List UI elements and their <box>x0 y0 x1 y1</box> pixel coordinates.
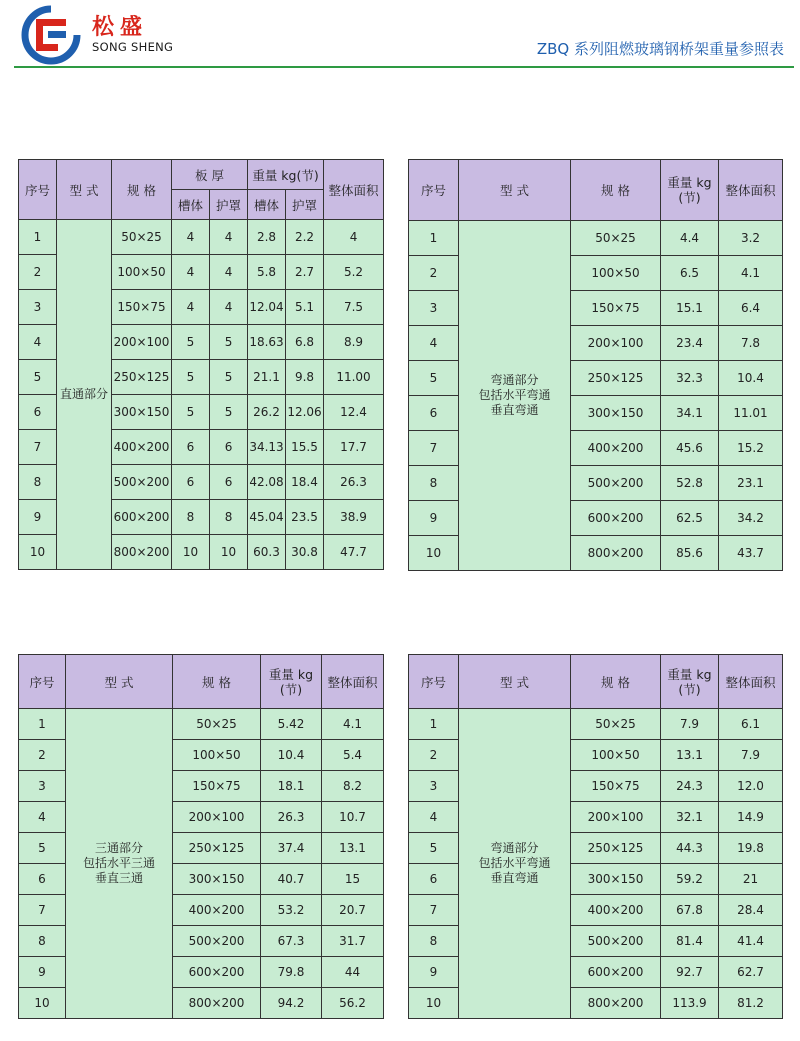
seq-cell: 3 <box>409 771 459 802</box>
weight-cell: 10.4 <box>261 740 322 771</box>
thickness-trough-cell: 5 <box>172 360 210 395</box>
weight-trough-cell: 45.04 <box>248 500 286 535</box>
thickness-trough-cell: 4 <box>172 220 210 255</box>
seq-cell: 3 <box>19 771 66 802</box>
col-header-thickness-cover: 护罩 <box>210 190 248 220</box>
thickness-cover-cell: 10 <box>210 535 248 570</box>
spec-cell: 50×25 <box>112 220 172 255</box>
area-cell: 12.0 <box>719 771 783 802</box>
weight-cell: 34.1 <box>661 396 719 431</box>
area-cell: 11.00 <box>324 360 384 395</box>
weight-cell: 23.4 <box>661 326 719 361</box>
type-cell <box>66 709 173 1019</box>
table-row <box>409 709 783 740</box>
area-cell: 4 <box>324 220 384 255</box>
weight-header-line2: (节) <box>279 681 303 697</box>
spec-cell: 400×200 <box>571 431 661 466</box>
area-cell: 10.4 <box>719 361 783 396</box>
area-cell: 7.5 <box>324 290 384 325</box>
type-line: 弯通部分 <box>490 373 539 387</box>
type-line: 包括水平三通 <box>82 856 155 870</box>
area-cell: 62.7 <box>719 957 783 988</box>
area-cell: 31.7 <box>322 926 384 957</box>
area-cell: 8.9 <box>324 325 384 360</box>
seq-cell: 8 <box>409 926 459 957</box>
thickness-cover-cell: 4 <box>210 220 248 255</box>
seq-cell: 4 <box>409 802 459 833</box>
weight-header-line2: (节) <box>678 681 701 697</box>
weight-trough-cell: 18.63 <box>248 325 286 360</box>
header-divider <box>14 66 794 68</box>
weight-cell: 5.42 <box>261 709 322 740</box>
col-header-weight <box>661 655 719 709</box>
table-row <box>409 221 783 256</box>
seq-cell: 7 <box>19 895 66 926</box>
spec-cell: 200×100 <box>112 325 172 360</box>
thickness-cover-cell: 5 <box>210 395 248 430</box>
spec-cell: 300×150 <box>571 864 661 895</box>
weight-cell: 113.9 <box>661 988 719 1019</box>
area-cell: 19.8 <box>719 833 783 864</box>
weight-cell: 7.9 <box>661 709 719 740</box>
area-cell: 10.7 <box>322 802 384 833</box>
weight-cell: 24.3 <box>661 771 719 802</box>
weight-cover-cell: 5.1 <box>286 290 324 325</box>
col-header-type: 型 式 <box>57 160 112 220</box>
table-row <box>19 709 384 740</box>
thickness-cover-cell: 6 <box>210 430 248 465</box>
thickness-trough-cell: 5 <box>172 325 210 360</box>
area-cell: 43.7 <box>719 536 783 571</box>
weight-cell: 94.2 <box>261 988 322 1019</box>
col-header-thickness-trough: 槽体 <box>172 190 210 220</box>
weight-cover-cell: 9.8 <box>286 360 324 395</box>
col-header-seq: 序号 <box>19 655 66 709</box>
weight-trough-cell: 34.13 <box>248 430 286 465</box>
area-cell: 4.1 <box>322 709 384 740</box>
spec-cell: 500×200 <box>173 926 261 957</box>
weight-cell: 92.7 <box>661 957 719 988</box>
weight-cell: 18.1 <box>261 771 322 802</box>
weight-cell: 37.4 <box>261 833 322 864</box>
thickness-trough-cell: 8 <box>172 500 210 535</box>
spec-cell: 100×50 <box>173 740 261 771</box>
seq-cell: 1 <box>409 709 459 740</box>
spec-cell: 800×200 <box>571 536 661 571</box>
seq-cell: 7 <box>409 431 459 466</box>
spec-cell: 300×150 <box>173 864 261 895</box>
area-cell: 81.2 <box>719 988 783 1019</box>
thickness-cover-cell: 5 <box>210 360 248 395</box>
seq-cell: 4 <box>409 326 459 361</box>
spec-cell: 150×75 <box>571 771 661 802</box>
area-cell: 12.4 <box>324 395 384 430</box>
type-line: 垂直弯通 <box>490 871 539 885</box>
spec-cell: 100×50 <box>571 256 661 291</box>
table-row <box>19 220 384 255</box>
area-cell: 17.7 <box>324 430 384 465</box>
seq-cell: 6 <box>19 395 57 430</box>
type-cell: 直通部分 <box>57 220 112 570</box>
spec-cell: 300×150 <box>571 396 661 431</box>
seq-cell: 7 <box>409 895 459 926</box>
document-title: ZBQ 系列阻燃玻璃钢桥架重量参照表 <box>536 40 784 58</box>
area-cell: 38.9 <box>324 500 384 535</box>
seq-cell: 2 <box>19 255 57 290</box>
area-cell: 21 <box>719 864 783 895</box>
seq-cell: 9 <box>19 957 66 988</box>
spec-cell: 50×25 <box>571 709 661 740</box>
spec-cell: 500×200 <box>571 926 661 957</box>
weight-cover-cell: 30.8 <box>286 535 324 570</box>
seq-cell: 5 <box>19 360 57 395</box>
col-header-area: 整体面积 <box>719 655 783 709</box>
col-header-weight-cover: 护罩 <box>286 190 324 220</box>
area-cell: 7.9 <box>719 740 783 771</box>
spec-cell: 150×75 <box>112 290 172 325</box>
area-cell: 7.8 <box>719 326 783 361</box>
weight-header-line1: 重量 kg <box>667 175 712 190</box>
col-header-area: 整体面积 <box>719 160 783 221</box>
seq-cell: 4 <box>19 802 66 833</box>
col-header-seq: 序号 <box>19 160 57 220</box>
weight-cell: 62.5 <box>661 501 719 536</box>
spec-cell: 600×200 <box>571 957 661 988</box>
spec-cell: 250×125 <box>112 360 172 395</box>
weight-cell: 79.8 <box>261 957 322 988</box>
seq-cell: 10 <box>409 536 459 571</box>
col-header-spec: 规 格 <box>112 160 172 220</box>
thickness-cover-cell: 6 <box>210 465 248 500</box>
thickness-cover-cell: 8 <box>210 500 248 535</box>
straight-section-weight-table <box>18 159 384 570</box>
weight-cover-cell: 6.8 <box>286 325 324 360</box>
spec-cell: 100×50 <box>112 255 172 290</box>
seq-cell: 5 <box>409 361 459 396</box>
area-cell: 4.1 <box>719 256 783 291</box>
thickness-trough-cell: 6 <box>172 430 210 465</box>
thickness-cover-cell: 4 <box>210 255 248 290</box>
spec-cell: 200×100 <box>571 326 661 361</box>
col-header-area: 整体面积 <box>322 655 384 709</box>
seq-cell: 8 <box>409 466 459 501</box>
spec-cell: 250×125 <box>173 833 261 864</box>
weight-cell: 40.7 <box>261 864 322 895</box>
weight-cell: 6.5 <box>661 256 719 291</box>
weight-cell: 67.8 <box>661 895 719 926</box>
seq-cell: 8 <box>19 926 66 957</box>
area-cell: 13.1 <box>322 833 384 864</box>
thickness-cover-cell: 5 <box>210 325 248 360</box>
weight-trough-cell: 42.08 <box>248 465 286 500</box>
seq-cell: 3 <box>19 290 57 325</box>
bend-section-weight-table <box>408 159 783 571</box>
type-line: 弯通部分 <box>490 841 539 855</box>
seq-cell: 10 <box>409 988 459 1019</box>
col-header-type: 型 式 <box>459 160 571 221</box>
weight-cover-cell: 23.5 <box>286 500 324 535</box>
weight-cover-cell: 2.2 <box>286 220 324 255</box>
weight-cell: 59.2 <box>661 864 719 895</box>
spec-cell: 800×200 <box>571 988 661 1019</box>
type-line: 垂直三通 <box>94 871 143 885</box>
weight-cover-cell: 2.7 <box>286 255 324 290</box>
seq-cell: 2 <box>19 740 66 771</box>
area-cell: 20.7 <box>322 895 384 926</box>
seq-cell: 6 <box>409 864 459 895</box>
col-header-spec: 规 格 <box>571 160 661 221</box>
weight-cell: 45.6 <box>661 431 719 466</box>
area-cell: 56.2 <box>322 988 384 1019</box>
seq-cell: 4 <box>19 325 57 360</box>
spec-cell: 300×150 <box>112 395 172 430</box>
spec-cell: 50×25 <box>173 709 261 740</box>
area-cell: 11.01 <box>719 396 783 431</box>
seq-cell: 6 <box>409 396 459 431</box>
seq-cell: 2 <box>409 256 459 291</box>
area-cell: 15.2 <box>719 431 783 466</box>
seq-cell: 7 <box>19 430 57 465</box>
spec-cell: 600×200 <box>173 957 261 988</box>
spec-cell: 200×100 <box>571 802 661 833</box>
spec-cell: 250×125 <box>571 833 661 864</box>
area-cell: 6.4 <box>719 291 783 326</box>
spec-cell: 250×125 <box>571 361 661 396</box>
weight-cover-cell: 12.06 <box>286 395 324 430</box>
seq-cell: 5 <box>19 833 66 864</box>
weight-cell: 13.1 <box>661 740 719 771</box>
seq-cell: 9 <box>409 957 459 988</box>
weight-trough-cell: 12.04 <box>248 290 286 325</box>
weight-header-line1: 重量 kg <box>667 666 712 682</box>
spec-cell: 100×50 <box>571 740 661 771</box>
seq-cell: 9 <box>19 500 57 535</box>
col-header-spec: 规 格 <box>173 655 261 709</box>
weight-cell: 67.3 <box>261 926 322 957</box>
col-header-spec: 规 格 <box>571 655 661 709</box>
seq-cell: 6 <box>19 864 66 895</box>
weight-cell: 15.1 <box>661 291 719 326</box>
weight-cell: 32.3 <box>661 361 719 396</box>
seq-cell: 8 <box>19 465 57 500</box>
type-cell <box>459 709 571 1019</box>
weight-header-line1: 重量 kg <box>268 666 314 682</box>
weight-cell: 53.2 <box>261 895 322 926</box>
seq-cell: 5 <box>409 833 459 864</box>
col-header-seq: 序号 <box>409 655 459 709</box>
seq-cell: 10 <box>19 535 57 570</box>
spec-cell: 400×200 <box>112 430 172 465</box>
area-cell: 8.2 <box>322 771 384 802</box>
tee-section-weight-table <box>18 654 384 1019</box>
col-header-seq: 序号 <box>409 160 459 221</box>
thickness-trough-cell: 4 <box>172 290 210 325</box>
area-cell: 5.2 <box>324 255 384 290</box>
seq-cell: 3 <box>409 291 459 326</box>
weight-trough-cell: 2.8 <box>248 220 286 255</box>
weight-cell: 85.6 <box>661 536 719 571</box>
col-header-type: 型 式 <box>459 655 571 709</box>
weight-cell: 4.4 <box>661 221 719 256</box>
col-header-type: 型 式 <box>66 655 173 709</box>
spec-cell: 800×200 <box>112 535 172 570</box>
thickness-trough-cell: 5 <box>172 395 210 430</box>
weight-trough-cell: 21.1 <box>248 360 286 395</box>
weight-trough-cell: 26.2 <box>248 395 286 430</box>
seq-cell: 2 <box>409 740 459 771</box>
weight-cover-cell: 18.4 <box>286 465 324 500</box>
area-cell: 23.1 <box>719 466 783 501</box>
col-header-weight <box>261 655 322 709</box>
weight-cell: 52.8 <box>661 466 719 501</box>
seq-cell: 9 <box>409 501 459 536</box>
area-cell: 47.7 <box>324 535 384 570</box>
page-header <box>0 0 800 70</box>
weight-cell: 81.4 <box>661 926 719 957</box>
weight-cover-cell: 15.5 <box>286 430 324 465</box>
col-header-weight-trough: 槽体 <box>248 190 286 220</box>
weight-trough-cell: 5.8 <box>248 255 286 290</box>
area-cell: 15 <box>322 864 384 895</box>
type-line: 包括水平弯通 <box>478 388 551 402</box>
weight-cell: 26.3 <box>261 802 322 833</box>
seq-cell: 1 <box>409 221 459 256</box>
thickness-trough-cell: 4 <box>172 255 210 290</box>
spec-cell: 150×75 <box>173 771 261 802</box>
spec-cell: 600×200 <box>112 500 172 535</box>
brand-name-cn: 松盛 <box>92 15 149 40</box>
spec-cell: 50×25 <box>571 221 661 256</box>
brand-name-en: SONG SHENG <box>92 40 174 54</box>
weight-trough-cell: 60.3 <box>248 535 286 570</box>
seq-cell: 1 <box>19 220 57 255</box>
spec-cell: 400×200 <box>173 895 261 926</box>
type-line: 垂直弯通 <box>490 403 539 417</box>
type-cell <box>459 221 571 571</box>
spec-cell: 200×100 <box>173 802 261 833</box>
area-cell: 26.3 <box>324 465 384 500</box>
weight-cell: 44.3 <box>661 833 719 864</box>
seq-cell: 10 <box>19 988 66 1019</box>
col-header-weight: 重量 kg(节) <box>248 160 324 190</box>
type-line: 包括水平弯通 <box>478 856 551 870</box>
col-header-thickness: 板 厚 <box>172 160 248 190</box>
spec-cell: 500×200 <box>112 465 172 500</box>
thickness-trough-cell: 10 <box>172 535 210 570</box>
spec-cell: 600×200 <box>571 501 661 536</box>
spec-cell: 800×200 <box>173 988 261 1019</box>
area-cell: 41.4 <box>719 926 783 957</box>
bend-section-weight-table-2 <box>408 654 783 1019</box>
col-header-area: 整体面积 <box>324 160 384 220</box>
col-header-weight <box>661 160 719 221</box>
area-cell: 28.4 <box>719 895 783 926</box>
area-cell: 3.2 <box>719 221 783 256</box>
spec-cell: 400×200 <box>571 895 661 926</box>
area-cell: 34.2 <box>719 501 783 536</box>
logo-icon <box>18 5 84 65</box>
seq-cell: 1 <box>19 709 66 740</box>
thickness-trough-cell: 6 <box>172 465 210 500</box>
type-line: 三通部分 <box>94 841 143 855</box>
weight-cell: 32.1 <box>661 802 719 833</box>
thickness-cover-cell: 4 <box>210 290 248 325</box>
spec-cell: 150×75 <box>571 291 661 326</box>
area-cell: 44 <box>322 957 384 988</box>
area-cell: 14.9 <box>719 802 783 833</box>
spec-cell: 500×200 <box>571 466 661 501</box>
area-cell: 6.1 <box>719 709 783 740</box>
area-cell: 5.4 <box>322 740 384 771</box>
weight-header-line2: (节) <box>678 190 701 205</box>
